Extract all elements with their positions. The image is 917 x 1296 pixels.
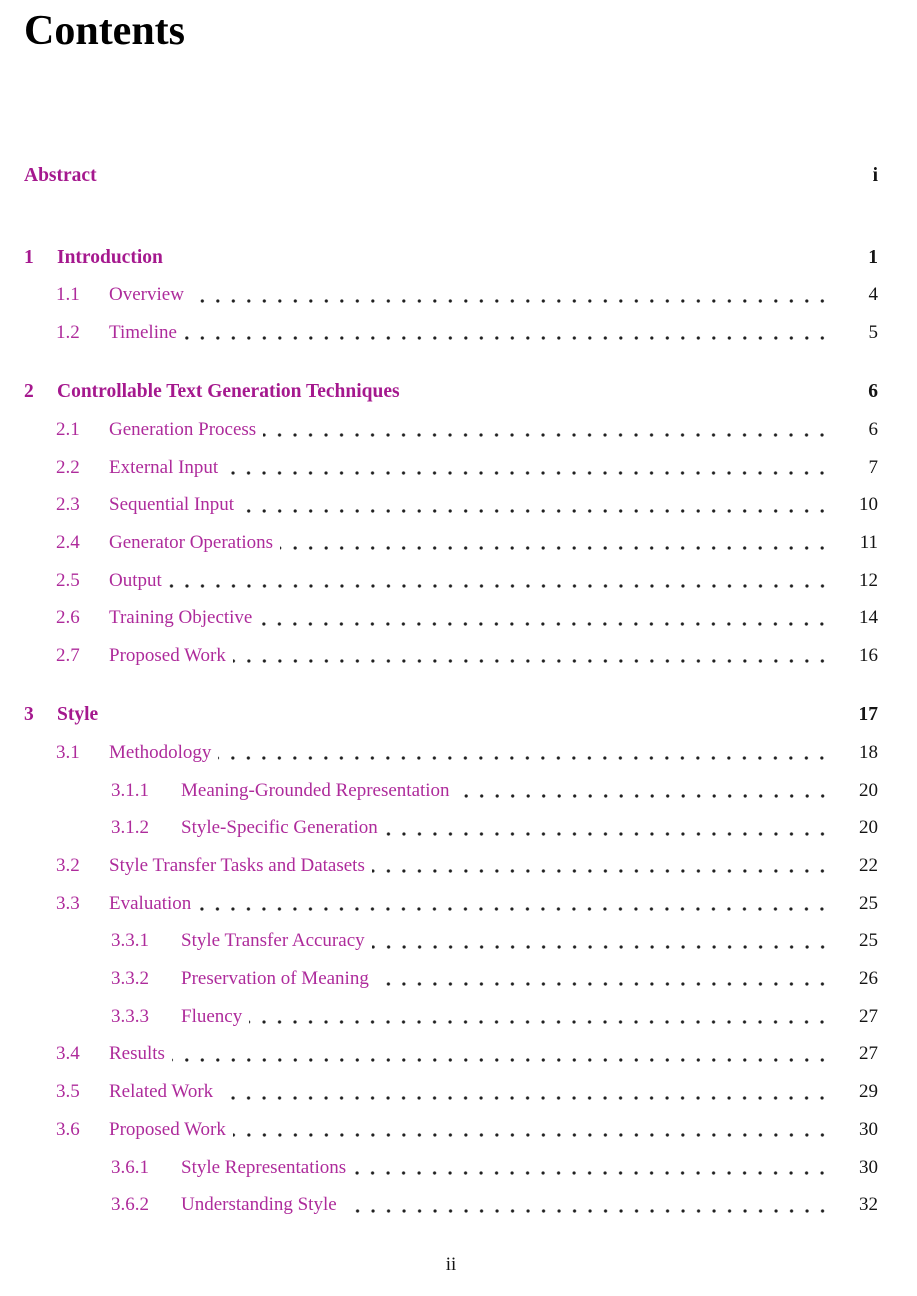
toc-entry-number: 3.3 [56, 892, 80, 914]
toc-entry-3-4-results[interactable] [24, 1036, 878, 1074]
toc-entry-label: Generator Operations [109, 532, 274, 554]
toc-entry-2-5-output[interactable] [24, 562, 878, 600]
toc-entry-label: Output [109, 569, 162, 591]
toc-entry-number: 1.2 [56, 322, 80, 344]
toc-entry-number: 2.2 [56, 456, 80, 478]
toc-entry-1-2-timeline[interactable] [24, 314, 878, 352]
toc-entry-label: Training Objective [109, 607, 253, 629]
toc-entry-page: 26 [859, 968, 878, 990]
dot-leader [241, 487, 832, 525]
toc-entry-label: Preservation of Meaning [181, 968, 369, 990]
toc-entry-page: 25 [859, 892, 878, 914]
toc-entry-label: Sequential Input [109, 494, 235, 516]
toc-entry-number: 3.6.2 [111, 1194, 149, 1216]
leader-spacer [407, 373, 832, 411]
toc-entry-label: Introduction [57, 246, 163, 268]
toc-entry-1-introduction[interactable] [24, 239, 878, 277]
toc-entry-page: i [872, 165, 878, 187]
toc-entry-number: 3.2 [56, 855, 80, 877]
dot-leader [218, 734, 832, 772]
toc-entry-label: Generation Process [109, 418, 257, 440]
toc-entry-label: Meaning-Grounded Representation [181, 779, 450, 801]
toc-entry-page: 17 [858, 704, 878, 726]
toc-entry-page: 14 [859, 607, 878, 629]
dot-leader [172, 1036, 832, 1074]
leader-spacer [104, 157, 832, 195]
toc-entry-page: 30 [859, 1156, 878, 1178]
toc-entry-number: 3.3.2 [111, 968, 149, 990]
toc-entry-3-1-methodology[interactable] [24, 734, 878, 772]
toc-entry-page: 6 [868, 418, 878, 440]
toc-entry-2-controllable-text-generation-techniques[interactable] [24, 373, 878, 411]
toc-entry-label: Related Work [109, 1081, 214, 1103]
toc-entry-3-1-1-meaning-grounded-representation[interactable] [24, 772, 878, 810]
toc-entry-number: 1 [24, 246, 34, 268]
dot-leader [198, 885, 832, 923]
dot-leader [376, 960, 832, 998]
toc-entry-3-6-1-style-representations[interactable] [24, 1149, 878, 1187]
toc-entry-2-7-proposed-work[interactable] [24, 637, 878, 675]
toc-entry-abstract[interactable] [24, 157, 878, 195]
toc-entry-3-3-2-preservation-of-meaning[interactable] [24, 960, 878, 998]
toc-entry-label: Style Transfer Tasks and Datasets [109, 855, 365, 877]
toc-entry-page: 20 [859, 817, 878, 839]
toc-entry-label: Style Representations [181, 1156, 347, 1178]
toc-entry-number: 2.5 [56, 569, 80, 591]
leader-spacer [170, 239, 832, 277]
toc-entry-label: Results [109, 1043, 165, 1065]
toc-entry-number: 3.1.1 [111, 779, 149, 801]
dot-leader [220, 1073, 832, 1111]
footer-page-number: ii [445, 1254, 457, 1276]
toc-entry-page: 20 [859, 779, 878, 801]
toc-entry-page: 16 [859, 645, 878, 667]
toc-entry-page: 12 [859, 569, 878, 591]
toc-entry-page: 30 [859, 1118, 878, 1140]
toc-entry-number: 2.3 [56, 494, 80, 516]
toc-entry-3-5-related-work[interactable] [24, 1073, 878, 1111]
dot-leader [233, 637, 832, 675]
toc-entry-page: 4 [868, 284, 878, 306]
toc-entry-label: Style-Specific Generation [181, 817, 378, 839]
leader-spacer [105, 696, 832, 734]
toc-entry-label: Proposed Work [109, 1118, 226, 1140]
toc-entry-page: 27 [859, 1005, 878, 1027]
toc-entry-2-1-generation-process[interactable] [24, 411, 878, 449]
page-title: Contents [24, 8, 186, 54]
toc-entry-page: 5 [868, 322, 878, 344]
toc-entry-page: 25 [859, 930, 878, 952]
toc-entry-label: External Input [109, 456, 219, 478]
toc-entry-label: Abstract [24, 165, 97, 187]
toc-entry-page: 32 [859, 1194, 878, 1216]
toc-entry-3-1-2-style-specific-generation[interactable] [24, 810, 878, 848]
toc-entry-page: 22 [859, 855, 878, 877]
toc-entry-2-4-generator-operations[interactable] [24, 524, 878, 562]
dot-leader [385, 810, 832, 848]
dot-leader [169, 562, 832, 600]
toc-entry-number: 2.4 [56, 532, 80, 554]
toc-entry-page: 29 [859, 1081, 878, 1103]
toc-entry-number: 2 [24, 381, 34, 403]
dot-leader [191, 277, 832, 315]
toc-entry-number: 1.1 [56, 284, 80, 306]
toc-entry-label: Methodology [109, 741, 212, 763]
toc-entry-label: Overview [109, 284, 184, 306]
toc-entry-number: 3.3.1 [111, 930, 149, 952]
toc-entry-3-6-2-understanding-style[interactable] [24, 1186, 878, 1224]
toc-entry-number: 3 [24, 704, 34, 726]
toc-entry-label: Style Transfer Accuracy [181, 930, 365, 952]
toc-entry-number: 2.6 [56, 607, 80, 629]
toc-entry-3-3-1-style-transfer-accuracy[interactable] [24, 923, 878, 961]
dot-leader [263, 411, 832, 449]
toc-entry-label: Style [57, 704, 99, 726]
toc-entry-number: 3.6.1 [111, 1156, 149, 1178]
dot-leader [225, 449, 832, 487]
toc-entry-number: 3.6 [56, 1118, 80, 1140]
toc-entry-label: Proposed Work [109, 645, 226, 667]
toc-entry-page: 7 [868, 456, 878, 478]
toc-entry-2-2-external-input[interactable] [24, 449, 878, 487]
toc-entry-label: Understanding Style [181, 1194, 337, 1216]
toc-entry-number: 3.4 [56, 1043, 80, 1065]
toc-entry-number: 3.1 [56, 741, 80, 763]
toc-entry-3-3-evaluation[interactable] [24, 885, 878, 923]
toc-entry-number: 3.3.3 [111, 1005, 149, 1027]
dot-leader [259, 600, 832, 638]
toc-entry-page: 27 [859, 1043, 878, 1065]
toc-entry-number: 3.1.2 [111, 817, 149, 839]
toc-entry-page: 1 [868, 246, 878, 268]
toc-entry-page: 18 [859, 741, 878, 763]
dot-leader [233, 1111, 832, 1149]
toc-entry-2-6-training-objective[interactable] [24, 600, 878, 638]
dot-leader [184, 314, 832, 352]
toc-entry-number: 2.7 [56, 645, 80, 667]
toc-entry-3-6-proposed-work[interactable] [24, 1111, 878, 1149]
toc-entry-2-3-sequential-input[interactable] [24, 487, 878, 525]
toc-entry-3-2-style-transfer-tasks-and-datasets[interactable] [24, 847, 878, 885]
toc-entry-label: Controllable Text Generation Techniques [57, 381, 400, 403]
toc-entry-page: 11 [859, 532, 878, 554]
toc-list [24, 157, 878, 1224]
toc-entry-number: 2.1 [56, 418, 80, 440]
toc-entry-number: 3.5 [56, 1081, 80, 1103]
dot-leader [353, 1149, 832, 1187]
toc-entry-1-1-overview[interactable] [24, 277, 878, 315]
dot-leader [372, 923, 832, 961]
dot-leader [249, 998, 832, 1036]
dot-leader [280, 524, 832, 562]
toc-entry-label: Evaluation [109, 892, 192, 914]
toc-entry-page: 6 [868, 381, 878, 403]
toc-entry-label: Timeline [109, 322, 177, 344]
toc-entry-3-style[interactable] [24, 696, 878, 734]
dot-leader [457, 772, 832, 810]
dot-leader [372, 847, 832, 885]
toc-entry-3-3-3-fluency[interactable] [24, 998, 878, 1036]
toc-entry-page: 10 [859, 494, 878, 516]
toc-entry-label: Fluency [181, 1005, 243, 1027]
dot-leader [344, 1186, 832, 1224]
